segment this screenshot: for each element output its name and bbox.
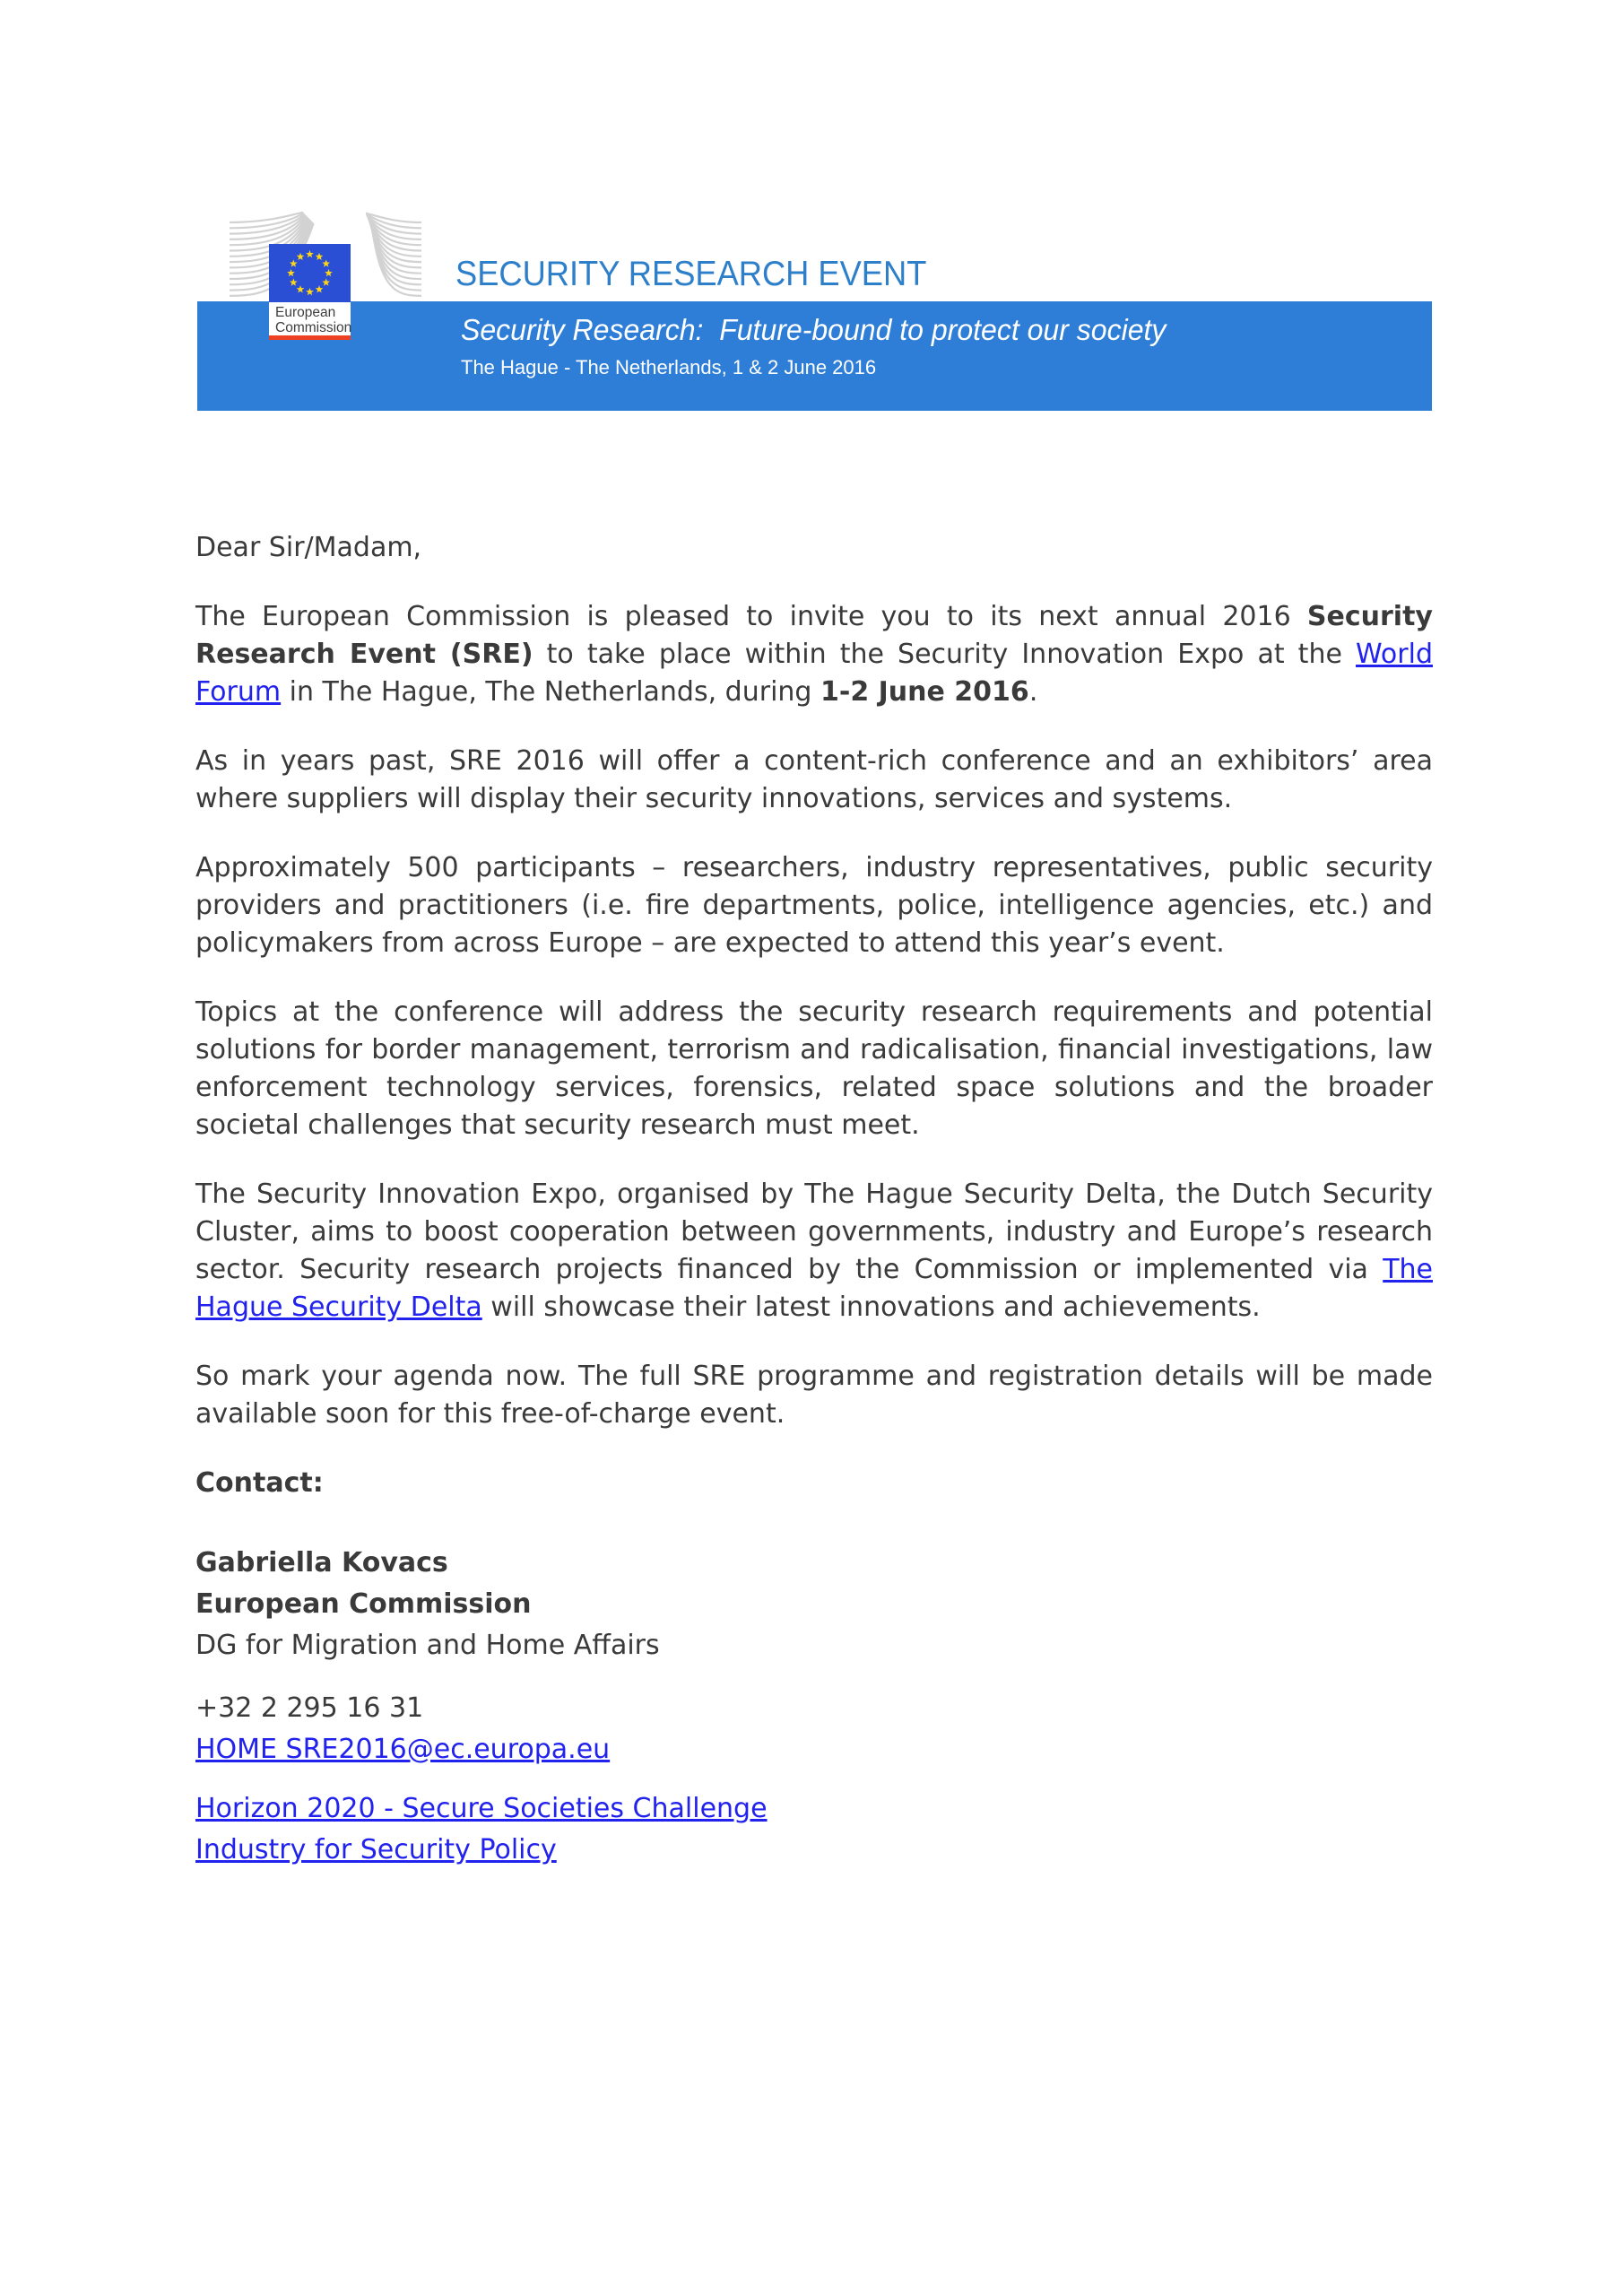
- letter-paragraph-1: The European Commission is pleased to invite you to its next annual 2016 Security Research Event (SRE) to take place within the Security Innovation Expo at the World Forum in The Hague, The Netherlands, during 1-2 June 2016.: [195, 601, 1433, 708]
- banner-subtitle: Security Research: Future-bound to protect our society: [461, 313, 1167, 346]
- ec-logo-label-line2: Commission: [275, 320, 352, 335]
- letter-paragraph-6: So mark your agenda now. The full SRE programme and registration details will be made available soon for this free-of-charge event.: [195, 1361, 1433, 1430]
- horizon-2020-link[interactable]: Horizon 2020 - Secure Societies Challenge: [195, 1793, 768, 1824]
- page-title: SECURITY RESEARCH EVENT: [455, 255, 927, 293]
- letter-paragraph-2: As in years past, SRE 2016 will offer a content-rich conference and an exhibitors’ area where suppliers will display their security innovations, services and systems.: [195, 745, 1433, 814]
- salutation: Dear Sir/Madam,: [195, 532, 422, 563]
- ec-building-lines-right-icon: [357, 206, 421, 301]
- contact-name: Gabriella Kovacs: [195, 1547, 448, 1578]
- event-banner: [197, 301, 1432, 411]
- letter-body: [195, 529, 1433, 1871]
- ec-logo-label-line1: European: [275, 305, 336, 320]
- inline-link[interactable]: The Hague Security Delta: [195, 1254, 1433, 1323]
- contact-department: DG for Migration and Home Affairs: [195, 1630, 660, 1661]
- contact-email-link[interactable]: HOME SRE2016@ec.europa.eu: [195, 1734, 611, 1765]
- ec-logo-red-underline: [269, 335, 351, 340]
- letter-paragraph-4: Topics at the conference will address the security research requirements and potential solutions for border management, terrorism and radicalisation, financial investigations, law enforcement technology services, forensics, related space solutions and the broader societal challenges that security research must meet.: [195, 996, 1433, 1141]
- contact-phone: +32 2 295 16 31: [195, 1692, 424, 1724]
- ec-logo-label: [269, 302, 351, 335]
- contact-heading: Contact:: [195, 1467, 324, 1499]
- inline-link[interactable]: World Forum: [195, 639, 1433, 708]
- industry-security-policy-link[interactable]: Industry for Security Policy: [195, 1834, 557, 1866]
- letter-paragraph-3: Approximately 500 participants – researchers, industry representatives, public security providers and practitioners (i.e. fire departments, police, intelligence agencies, etc.) and policymakers from across Europe – are expected to attend this year’s event.: [195, 852, 1433, 959]
- european-commission-logo: [269, 244, 351, 340]
- banner-location: The Hague - The Netherlands, 1 & 2 June 2016: [461, 356, 877, 378]
- eu-flag-icon: [269, 244, 351, 302]
- contact-organisation: European Commission: [195, 1588, 532, 1620]
- letter-paragraph-5: The Security Innovation Expo, organised by The Hague Security Delta, the Dutch Security Cluster, aims to boost cooperation between governments, industry and Europe’s research sector. Security research projects financed by the Commission or implemented via The Hague Security Delta will showcase their latest innovations and achievements.: [195, 1178, 1433, 1323]
